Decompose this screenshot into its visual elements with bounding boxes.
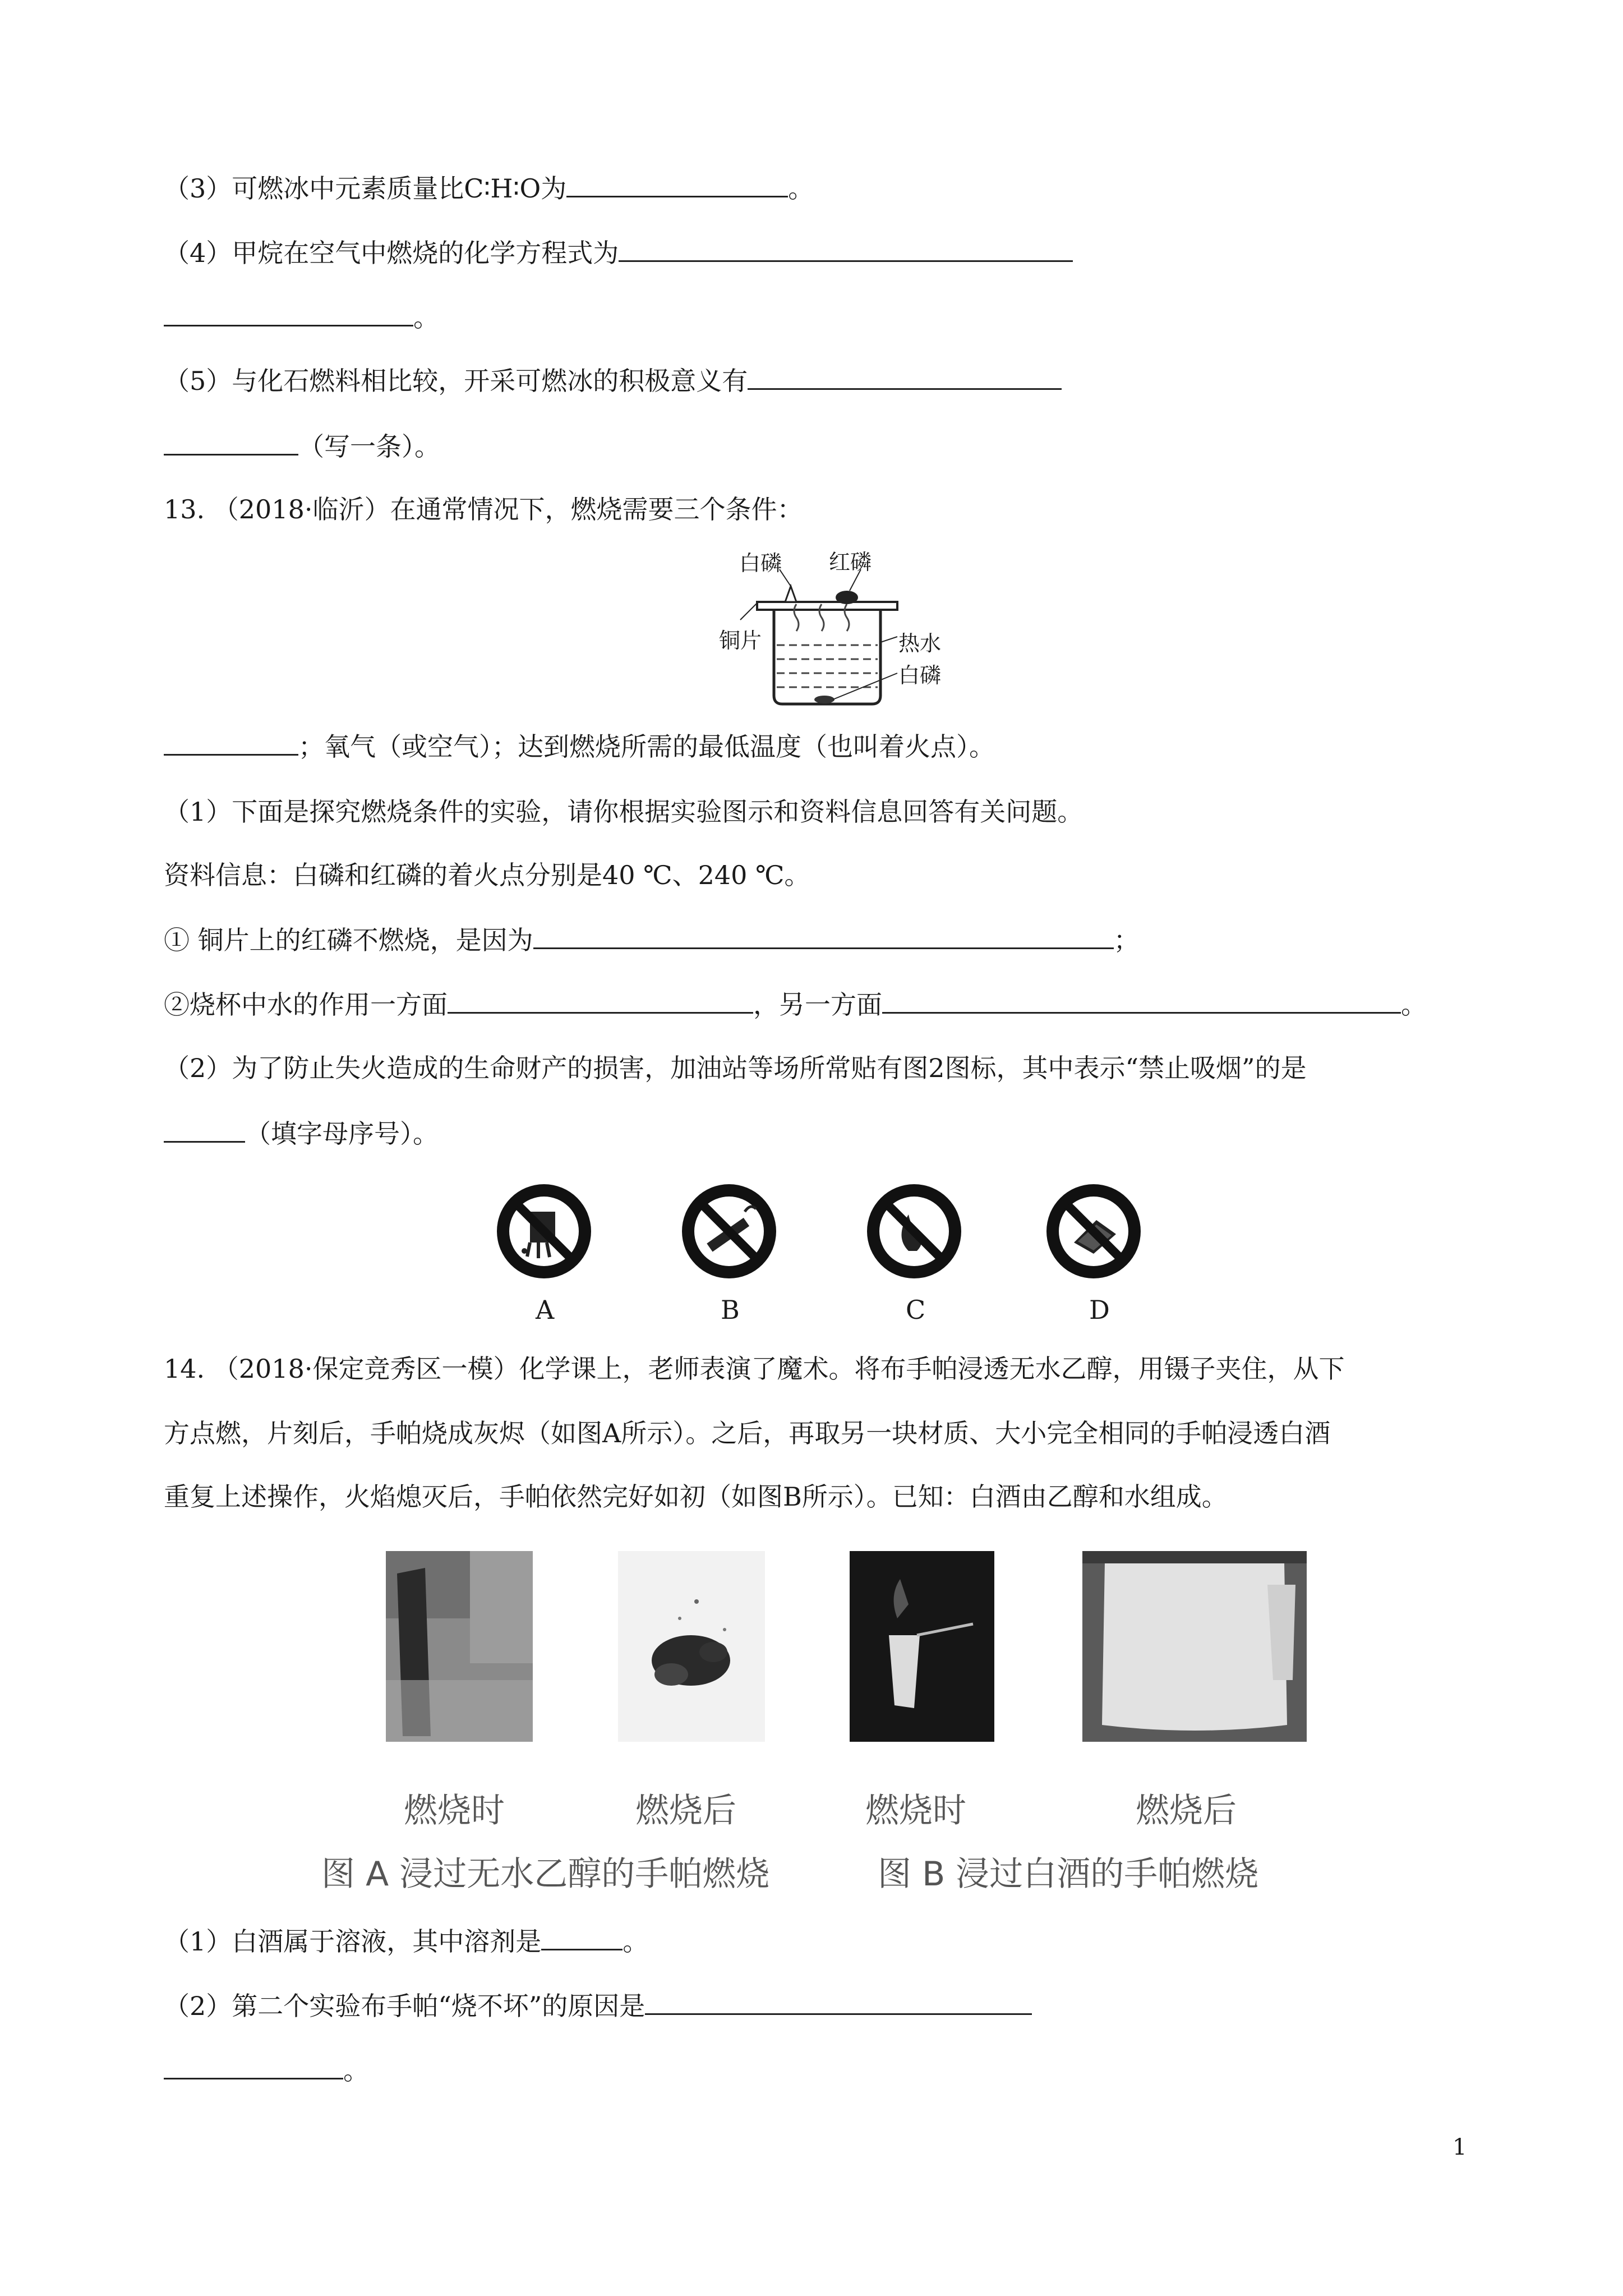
q14-part2-cont: 。	[164, 2053, 369, 2087]
label-white-phosphorus-top: 白磷	[739, 551, 782, 576]
sign-label-d: D	[1089, 1295, 1110, 1325]
q12-part4-cont: 。	[164, 300, 439, 334]
label-white-phosphorus-bottom: 白磷	[898, 663, 942, 688]
label-hot-water: 热水	[898, 631, 942, 656]
photo-caption-3: 燃烧时	[865, 1791, 966, 1830]
figure-b-caption: 图 B 浸过白酒的手帕燃烧	[878, 1855, 1259, 1894]
q14-part2: （2）第二个实验布手帕“烧不坏”的原因是	[164, 1989, 1032, 2023]
photo-caption-2: 燃烧后	[635, 1791, 736, 1830]
page-number: 1	[1453, 2134, 1467, 2160]
label-red-phosphorus: 红磷	[829, 550, 872, 574]
q13-part2: （2）为了防止失火造成的生命财产的损害，加油站等场所常贴有图2图标，其中表示“禁止吸烟”的是	[164, 1053, 1307, 1083]
q12-part4: （4）甲烷在空气中燃烧的化学方程式为	[164, 236, 1073, 270]
sign-label-b: B	[721, 1295, 740, 1325]
answer-blank[interactable]	[882, 987, 1401, 1014]
answer-blank[interactable]	[748, 364, 1062, 390]
q13-part2-cont: （填字母序号）。	[164, 1116, 439, 1151]
q13-info: 资料信息：白磷和红磷的着火点分别是40 ℃、240 ℃。	[164, 860, 810, 890]
q14-line3: 重复上述操作，火焰熄灭后，手帕依然完好如初（如图B所示）。已知：白酒由乙醇和水组成。	[164, 1481, 1228, 1512]
sign-label-a: A	[536, 1295, 555, 1325]
figure-a-caption: 图 A 浸过无水乙醇的手帕燃烧	[321, 1855, 770, 1894]
q14-line1: 14. （2018·保定竞秀区一模）化学课上，老师表演了魔术。将布手帕浸透无水乙醇，用镊子夹住，从下	[164, 1354, 1345, 1384]
answer-blank[interactable]	[619, 236, 1073, 262]
q12-part5: （5）与化石燃料相比较，开采可燃冰的积极意义有	[164, 364, 1062, 398]
no-fireworks-sign-icon	[494, 1181, 594, 1282]
q13-conditions: ；氧气（或空气）；达到燃烧所需的最低温度（也叫着火点）。	[164, 729, 995, 763]
label-copper-sheet: 铜片	[719, 628, 762, 653]
no-open-flame-sign-icon	[864, 1181, 965, 1282]
photo-ash-after-ethanol	[618, 1551, 765, 1742]
q13-heading: 13. （2018·临沂）在通常情况下，燃烧需要三个条件：	[164, 494, 803, 524]
answer-blank[interactable]	[645, 1989, 1032, 2015]
answer-blank[interactable]	[164, 1116, 245, 1143]
sign-label-c: C	[906, 1295, 926, 1325]
q12-part5-cont: （写一条）。	[164, 429, 440, 463]
answer-blank[interactable]	[541, 1924, 623, 1950]
q13-sub1: ① 铜片上的红磷不燃烧，是因为 ；	[164, 923, 1140, 957]
photo-burning-baijiu	[850, 1551, 994, 1742]
answer-blank[interactable]	[533, 923, 1114, 949]
no-matches-sign-icon	[1043, 1181, 1144, 1282]
answer-blank[interactable]	[164, 2053, 343, 2079]
photo-caption-1: 燃烧时	[404, 1791, 505, 1830]
q12-part3: （3）可燃冰中元素质量比C∶H∶O为 。	[164, 171, 814, 205]
answer-blank[interactable]	[566, 171, 788, 197]
q14-part1: （1）白酒属于溶液，其中溶剂是 。	[164, 1924, 648, 1958]
answer-blank[interactable]	[164, 729, 298, 756]
q13-part1: （1）下面是探究燃烧条件的实验，请你根据实验图示和资料信息回答有关问题。	[164, 797, 1083, 827]
answer-blank[interactable]	[164, 429, 298, 455]
no-smoking-sign-icon	[679, 1181, 780, 1282]
photo-intact-after-baijiu	[1082, 1551, 1307, 1742]
q13-sub2: ②烧杯中水的作用一方面 ，另一方面 。	[164, 987, 1427, 1022]
photo-caption-4: 燃烧后	[1136, 1791, 1237, 1830]
q14-line2: 方点燃，片刻后，手帕烧成灰烬（如图A所示）。之后，再取另一块材质、大小完全相同的手帕浸透白酒	[164, 1418, 1331, 1448]
photo-burning-ethanol	[386, 1551, 533, 1742]
answer-blank[interactable]	[448, 987, 753, 1014]
answer-blank[interactable]	[164, 300, 413, 326]
